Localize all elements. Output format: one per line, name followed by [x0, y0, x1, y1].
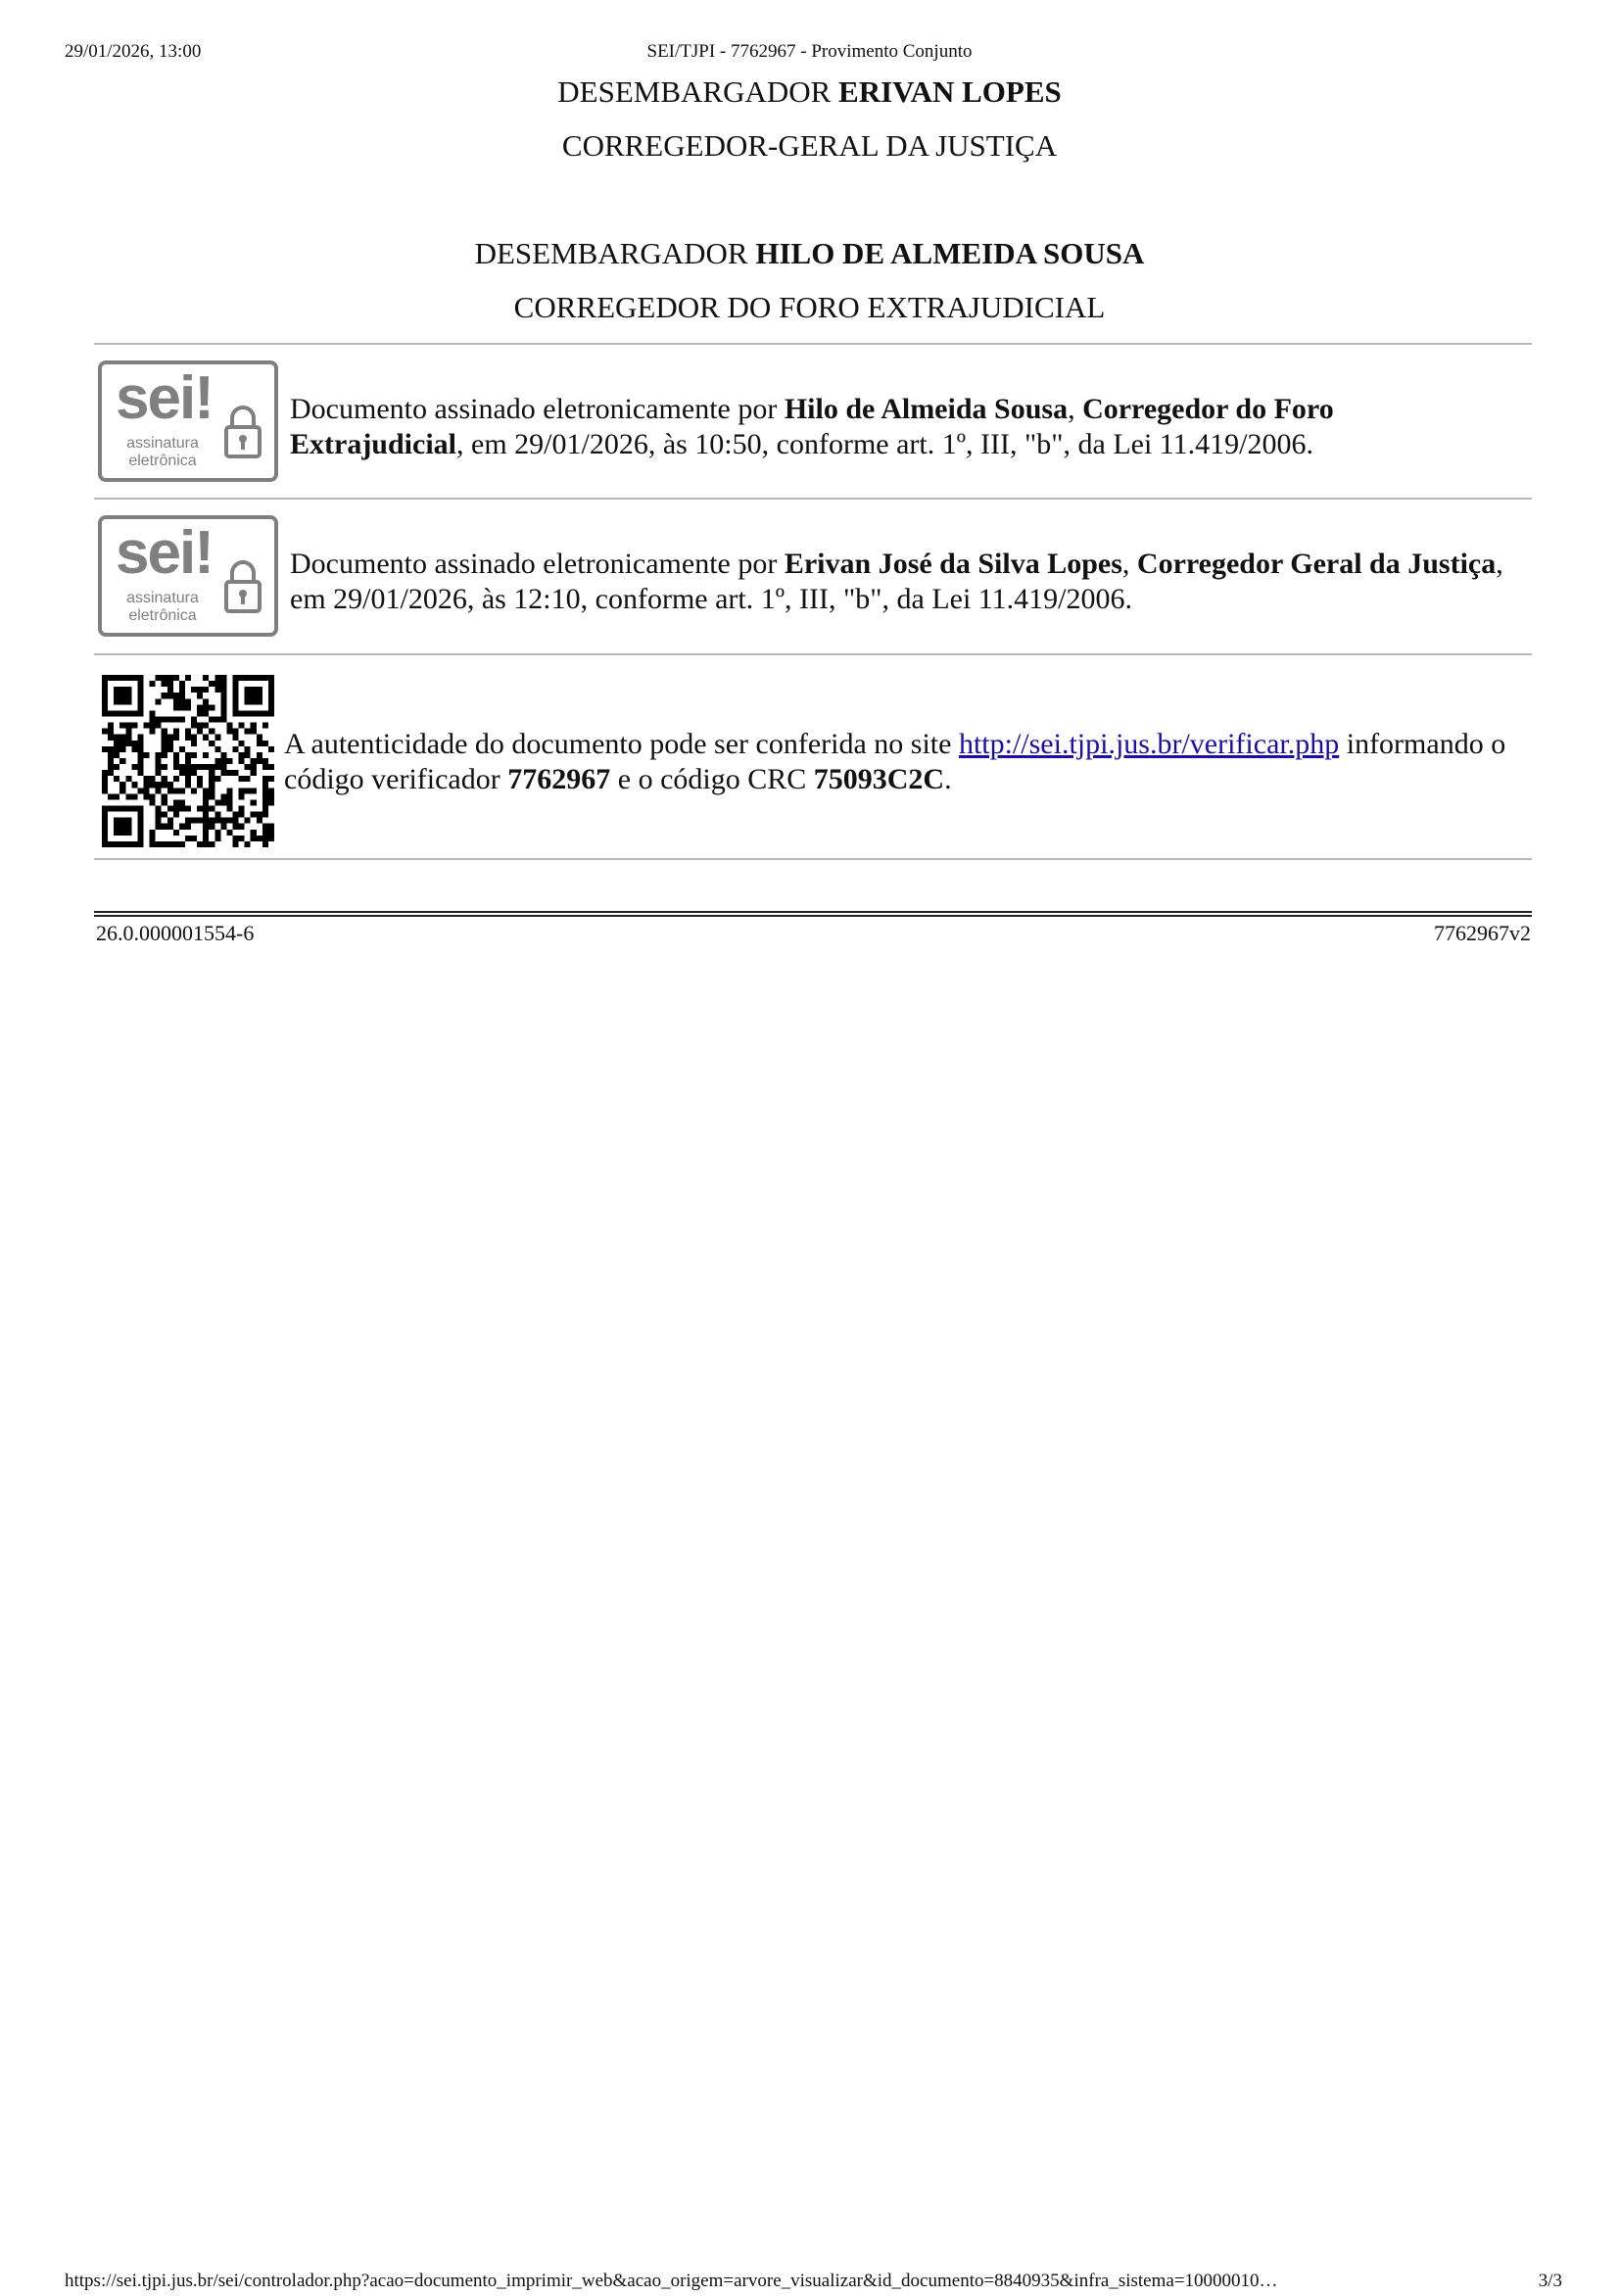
print-footer: [0, 2271, 1619, 2296]
sei-logo-text: sei!: [116, 519, 213, 587]
signatory-1-name: DESEMBARGADOR ERIVAN LOPES: [557, 74, 1062, 109]
sei-signature-badge-icon: [98, 360, 278, 482]
print-page-number: 3/3: [1538, 2271, 1562, 2291]
verification-text: A autenticidade do documento pode ser conferida no site http://sei.tjpi.jus.br/verificar.php informando o código verificador 7762967 e o código CRC 75093C2C.: [284, 728, 1506, 795]
signatory-2-name: DESEMBARGADOR HILO DE ALMEIDA SOUSA: [474, 236, 1145, 270]
print-url: https://sei.tjpi.jus.br/sei/controlador.php?acao=documento_imprimir_web&acao_origem=arvore_visualizar&id_documento=8840935&infra_sistema=10000010…: [65, 2271, 1278, 2291]
divider: [94, 343, 1532, 345]
process-number: 26.0.000001554-6: [96, 921, 255, 945]
signature-text-1: Documento assinado eletronicamente por Hilo de Almeida Sousa, Corregedor do Foro Extrajudicial, em 29/01/2026, às 10:50, conforme art. 1º, III, "b", da Lei 11.419/2006.: [290, 393, 1334, 460]
sei-signature-badge-icon: [98, 515, 278, 637]
signer-role: Corregedor do Foro Extrajudicial: [290, 393, 1334, 460]
lock-icon: [223, 556, 262, 615]
document-version: 7762967v2: [1434, 921, 1531, 945]
qr-code-icon: [102, 675, 274, 847]
verification-link[interactable]: http://sei.tjpi.jus.br/verificar.php: [958, 728, 1340, 760]
print-title: SEI/TJPI - 7762967 - Provimento Conjunto: [646, 41, 973, 62]
crc-code: 75093C2C: [813, 763, 945, 795]
lock-icon: [223, 402, 262, 460]
document-footer-rule: [94, 911, 1532, 917]
verification-code: 7762967: [507, 763, 611, 795]
signer-name: Erivan José da Silva Lopes: [784, 548, 1122, 580]
signature-text-2: Documento assinado eletronicamente por Erivan José da Silva Lopes, Corregedor Geral da Justiça, em 29/01/2026, às 12:10, conforme art. 1º, III, "b", da Lei 11.419/2006.: [290, 548, 1503, 615]
signatory-1-bold-name: ERIVAN LOPES: [838, 74, 1062, 109]
print-datetime: 29/01/2026, 13:00: [65, 41, 202, 62]
signatory-2-role: CORREGEDOR DO FORO EXTRAJUDICIAL: [513, 290, 1106, 324]
signatory-2-bold-name: HILO DE ALMEIDA SOUSA: [755, 236, 1145, 270]
divider: [94, 858, 1532, 860]
sei-badge-caption: assinatura eletrônica: [126, 435, 199, 469]
divider: [94, 653, 1532, 655]
signer-role: Corregedor Geral da Justiça: [1136, 548, 1497, 580]
sei-logo-text: sei!: [116, 364, 213, 432]
print-header: [0, 41, 1619, 67]
sei-badge-caption: assinatura eletrônica: [126, 590, 199, 624]
electronic-signature-2: [94, 513, 1532, 639]
signer-name: Hilo de Almeida Sousa: [784, 393, 1069, 425]
divider: [94, 498, 1532, 500]
signatory-1-role: CORREGEDOR-GERAL DA JUSTIÇA: [561, 128, 1058, 163]
electronic-signature-1: [94, 359, 1532, 484]
